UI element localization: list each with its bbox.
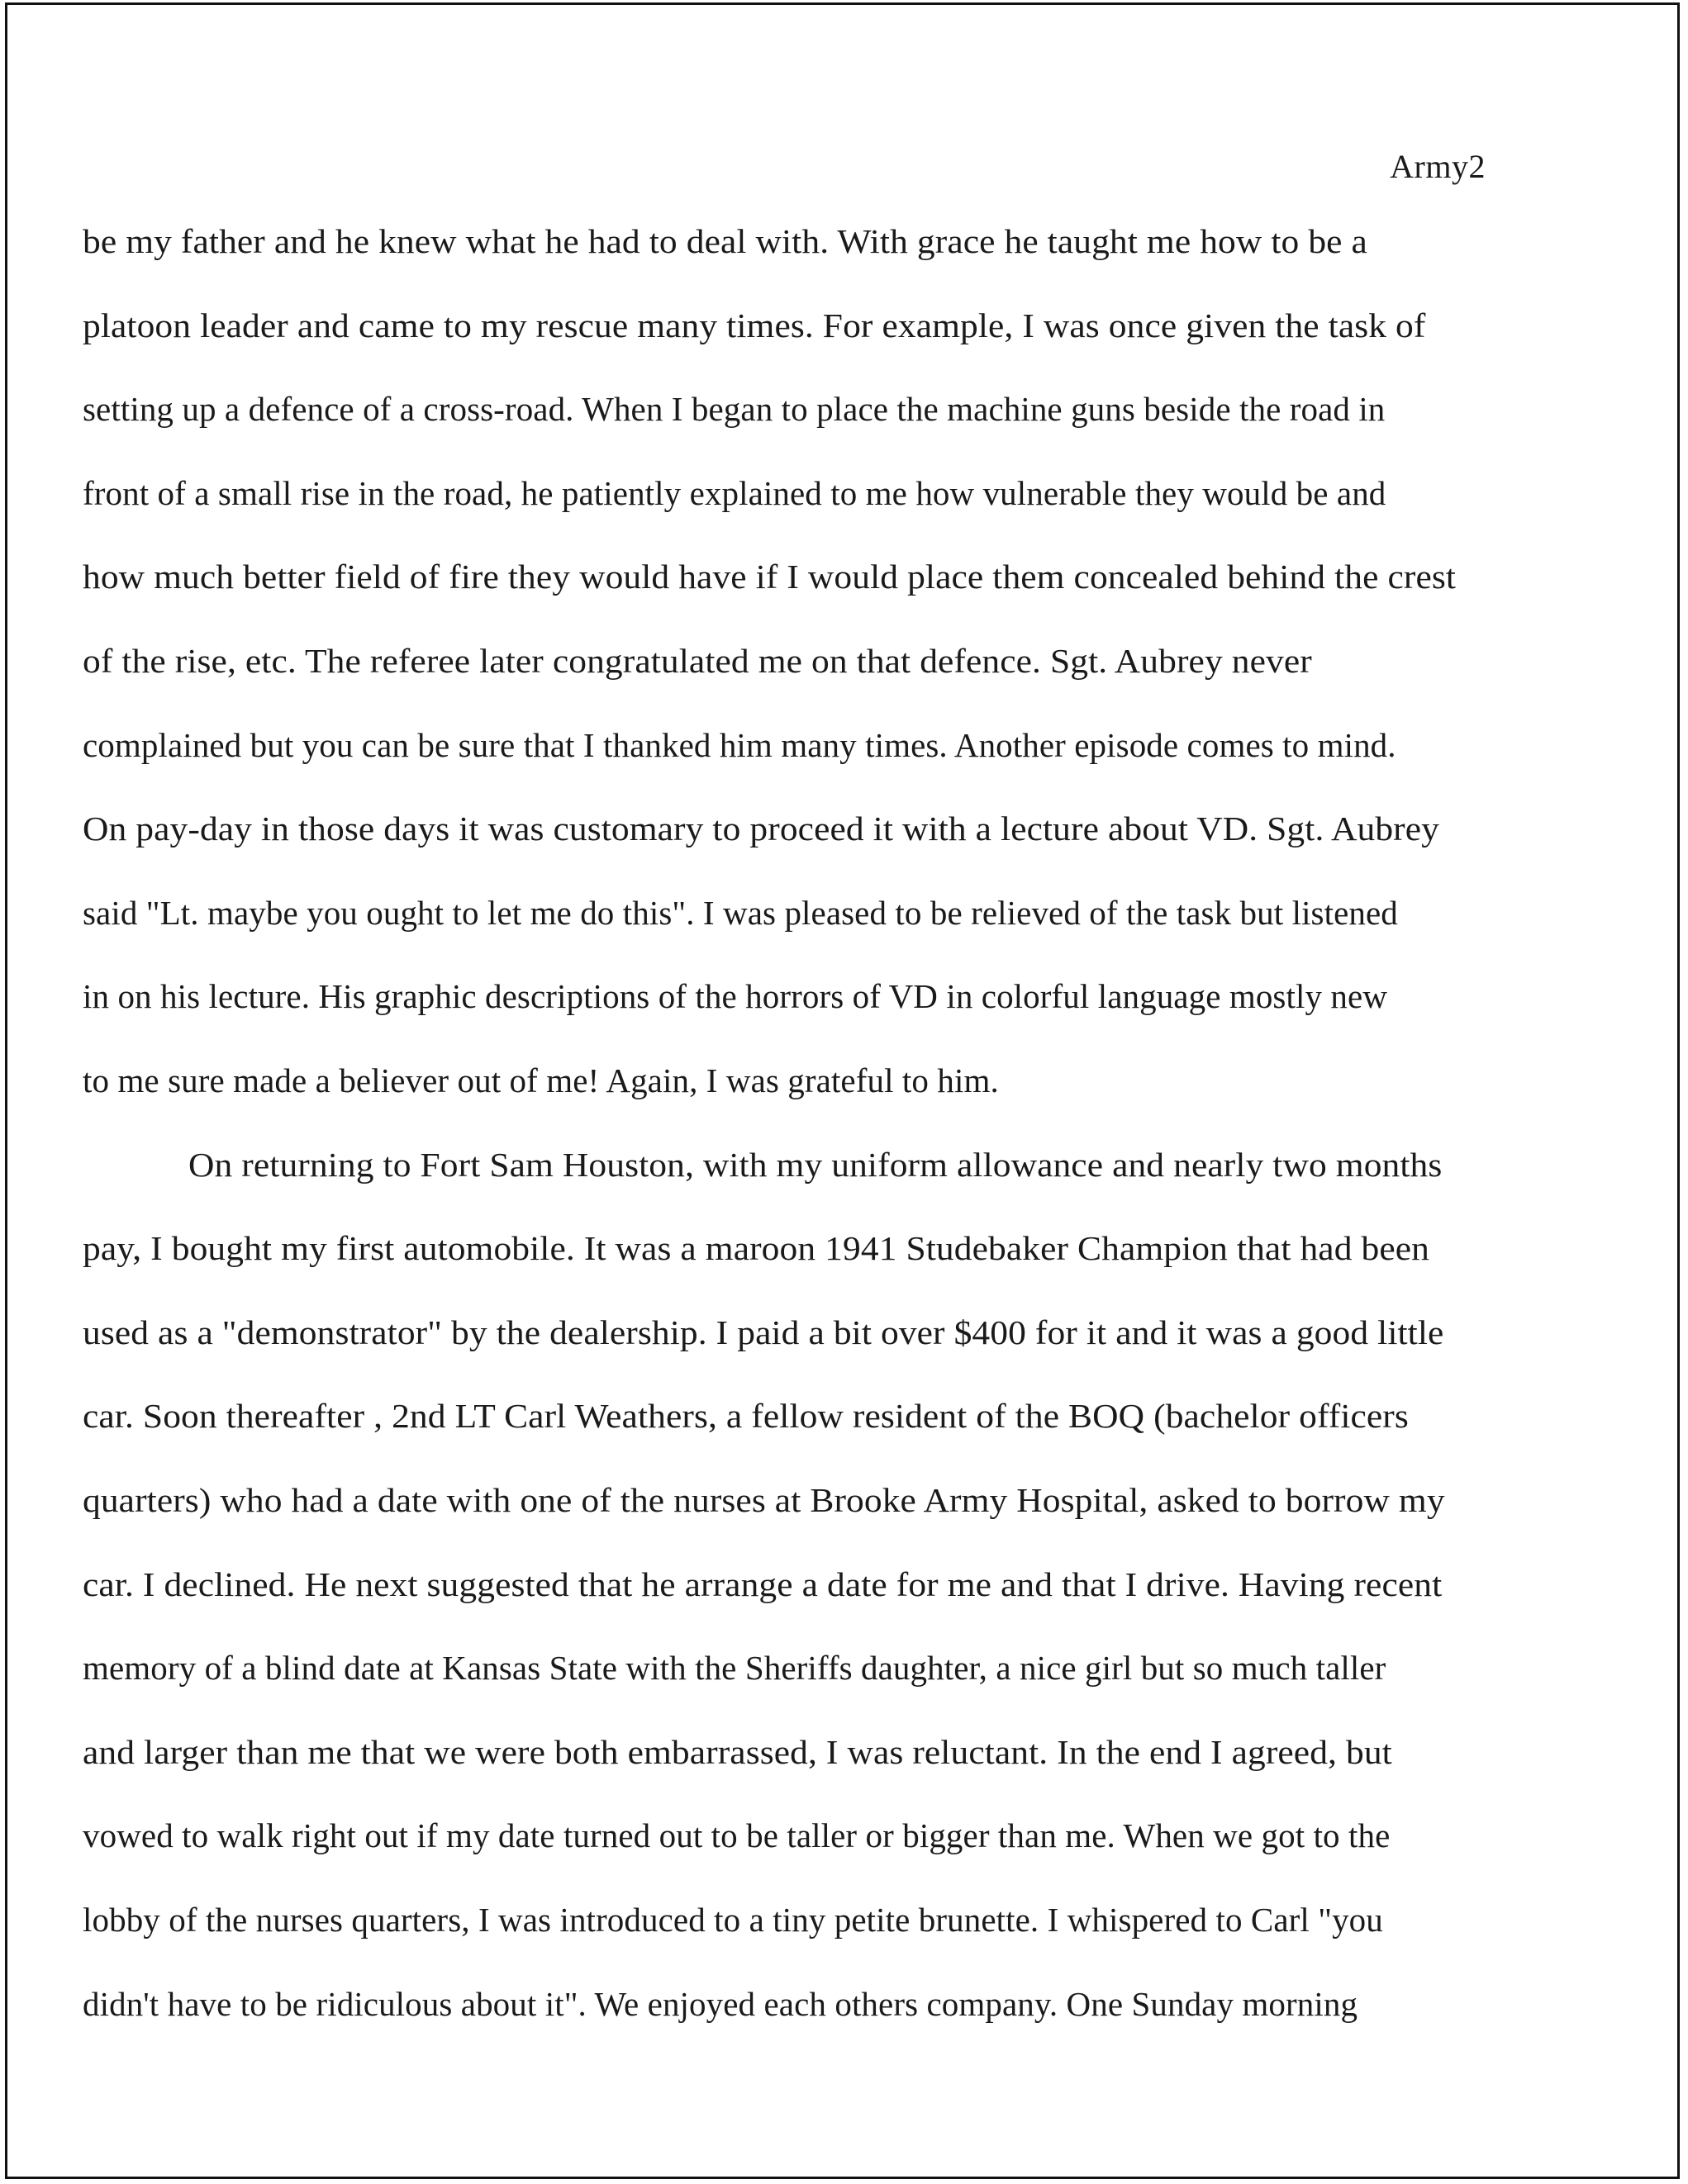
text-line: On pay-day in those days it was customary to proceed it with a lecture about VD. Sgt. Aubrey [83,810,1439,848]
page-header-label: Army2 [1390,148,1486,185]
text-line: vowed to walk right out if my date turned out to be taller or bigger than me. When we got to the [83,1816,1391,1855]
text-line: memory of a blind date at Kansas State with the Sheriffs daughter, a nice girl but so much taller [83,1649,1386,1688]
text-line: front of a small rise in the road, he patiently explained to me how vulnerable they would be and [83,473,1386,512]
text-line: and larger than me that we were both embarrassed, I was reluctant. In the end I agreed, but [83,1732,1392,1771]
text-line: car. I declined. He next suggested that he arrange a date for me and that I drive. Having recent [83,1564,1443,1603]
paragraph-first-line: On returning to Fort Sam Houston, with my uniform allowance and nearly two months [188,1145,1443,1184]
text-line: how much better field of fire they would have if I would place them concealed behind the crest [83,558,1457,596]
text-line: didn't have to be ridiculous about it". We enjoyed each others company. One Sunday morning [83,1984,1358,2023]
text-line: platoon leader and came to my rescue many times. For example, I was once given the task of [83,306,1426,344]
text-line: complained but you can be sure that I thanked him many times. Another episode comes to mind. [83,725,1396,764]
text-line: of the rise, etc. The referee later congratulated me on that defence. Sgt. Aubrey never [83,642,1312,680]
text-line: in on his lecture. His graphic descriptions of the horrors of VD in colorful language mostly new [83,977,1388,1016]
text-line: be my father and he knew what he had to deal with. With grace he taught me how to be a [83,222,1367,260]
text-line: lobby of the nurses quarters, I was introduced to a tiny petite brunette. I whispered to Carl "you [83,1901,1383,1939]
text-line: to me sure made a believer out of me! Again, I was grateful to him. [83,1061,999,1099]
text-line: car. Soon thereafter , 2nd LT Carl Weathers, a fellow resident of the BOQ (bachelor officers [83,1397,1409,1436]
text-line: setting up a defence of a cross-road. When I began to place the machine guns beside the road in [83,390,1386,429]
text-line: quarters) who had a date with one of the nurses at Brooke Army Hospital, asked to borrow my [83,1481,1445,1519]
text-line: pay, I bought my first automobile. It was a maroon 1941 Studebaker Champion that had been [83,1229,1429,1268]
text-line: used as a "demonstrator" by the dealership. I paid a bit over $400 for it and it was a good little [83,1313,1444,1351]
text-line: said "Lt. maybe you ought to let me do this". I was pleased to be relieved of the task but listened [83,893,1398,932]
